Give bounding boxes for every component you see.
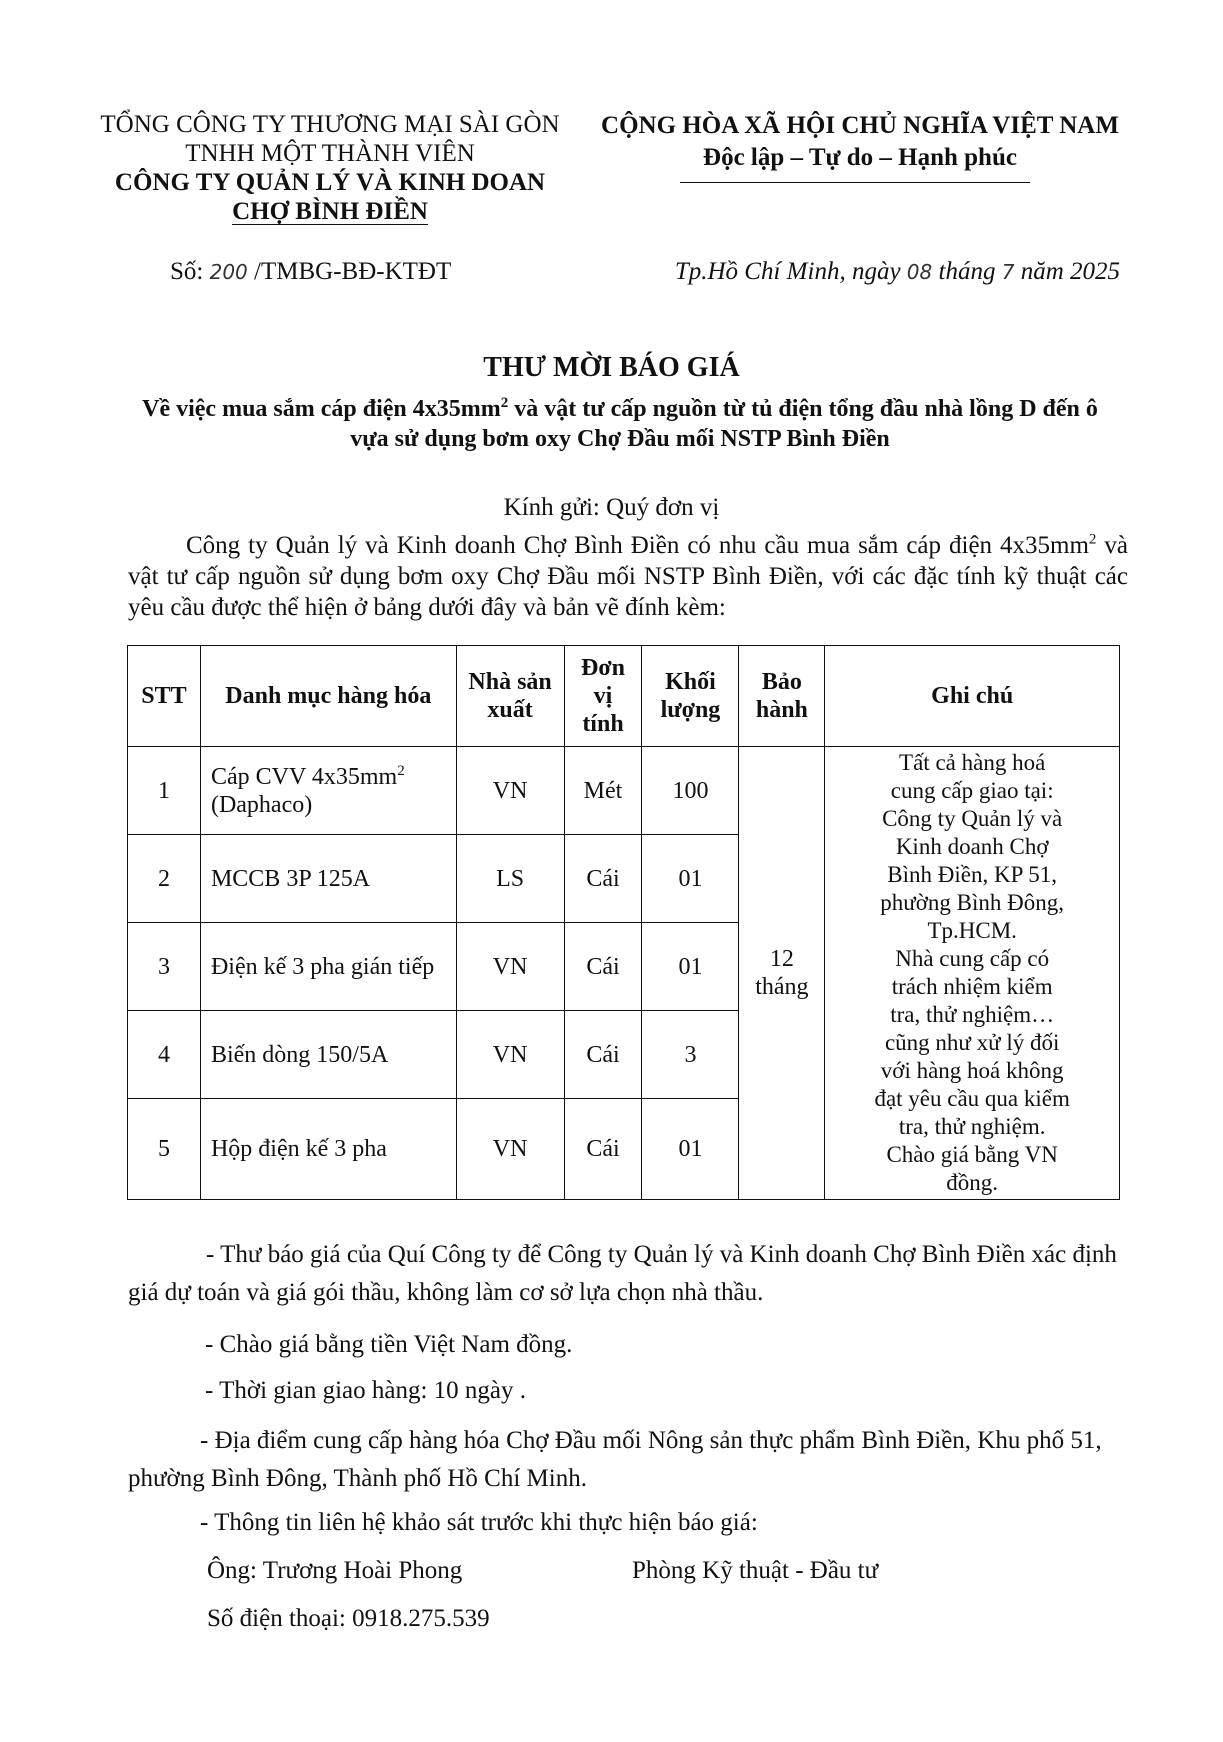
item-name-part-1: Cáp CVV 4x35mm [210, 763, 398, 790]
header-item: Danh mục hàng hóa [200, 646, 456, 747]
national-title: CỘNG HÒA XÃ HỘI CHỦ NGHĨA VIỆT NAM [601, 112, 1119, 139]
document-date [620, 258, 1120, 286]
date-month-label: tháng [932, 258, 1002, 285]
note-line: đạt yêu cầu qua kiểm [874, 1086, 1070, 1111]
subtitle-part-2: và vật tư cấp nguồn từ tủ điện tổng đầu nhà lồng D đến ô vựa sử dụng bơm oxy Chợ Đầu mối NSTP Bình Điền [350, 396, 1098, 452]
header-warranty [739, 646, 825, 747]
cell-unit: Mét [564, 747, 642, 835]
header-note: Ghi chú [825, 646, 1120, 747]
note-line: Kinh doanh Chợ [895, 834, 1049, 859]
cell-item-name: Hộp điện kế 3 pha [200, 1099, 456, 1200]
issuer-line-4: CHỢ BÌNH ĐIỀN [232, 198, 428, 225]
note-line: Nhà cung cấp có [895, 946, 1050, 971]
cell-warranty [739, 747, 825, 1200]
issuer-line-2: TNHH MỘT THÀNH VIÊN [185, 140, 475, 167]
cell-item-name: Điện kế 3 pha gián tiếp [200, 923, 456, 1011]
issuer-line-3: CÔNG TY QUẢN LÝ VÀ KINH DOAN [114, 169, 546, 196]
header-warranty-line-1: Bảo [761, 669, 802, 695]
header-warranty-line-2: hành [755, 697, 808, 723]
doc-number-suffix: /TMBG-BĐ-KTĐT [247, 258, 452, 285]
header-stt: STT [128, 646, 201, 747]
intro-part-2: và vật tư cấp nguồn sử dụng bơm oxy Chợ Đầu mối NSTP Bình Điền, với các đặc tính kỹ thuật các yêu cầu được thể hiện ở bảng dưới đây và bản vẽ đính kèm: [128, 532, 1128, 621]
contact-department: Phòng Kỹ thuật - Đầu tư [632, 1557, 879, 1584]
cell-stt: 3 [128, 923, 201, 1011]
note-line: Tất cả hàng hoá [899, 750, 1046, 775]
intro-superscript: 2 [1088, 531, 1097, 548]
table-row [128, 747, 1120, 835]
doc-number-prefix: Số: [170, 258, 210, 285]
date-day: 08 [906, 260, 933, 284]
intro-paragraph [128, 530, 1128, 623]
cell-stt: 5 [128, 1099, 201, 1200]
cell-quantity: 01 [642, 835, 739, 923]
contact-phone: Số điện thoại: 0918.275.539 [207, 1605, 490, 1632]
subtitle-superscript: 2 [500, 395, 509, 411]
greeting: Kính gửi: Quý đơn vị [503, 494, 720, 521]
header-maker [456, 646, 564, 747]
cell-maker: VN [456, 923, 564, 1011]
header-unit-line-2: vị [593, 683, 613, 709]
note-line: phường Bình Đông, [880, 890, 1065, 915]
cell-unit: Cái [564, 1099, 642, 1200]
cell-quantity: 100 [642, 747, 739, 835]
warranty-value: 12 [769, 946, 794, 972]
note-line: tra, thử nghiệm. [898, 1114, 1046, 1139]
items-table [127, 645, 1120, 1200]
cell-quantity: 3 [642, 1011, 739, 1099]
document-number [170, 258, 451, 286]
cell-item-name [200, 747, 456, 835]
cell-unit: Cái [564, 923, 642, 1011]
note-line: tra, thử nghiệm… [890, 1002, 1055, 1027]
document-title: THƯ MỜI BÁO GIÁ [483, 352, 740, 383]
header-unit-line-3: tính [582, 711, 624, 737]
date-year: năm 2025 [1014, 258, 1120, 285]
cell-stt: 4 [128, 1011, 201, 1099]
header-unit [564, 646, 642, 747]
subtitle-part-1: Về việc mua sắm cáp điện 4x35mm [142, 396, 501, 422]
cell-item-name: MCCB 3P 125A [200, 835, 456, 923]
paragraph-purpose: - Thư báo giá của Quí Công ty để Công ty Quản lý và Kinh doanh Chợ Bình Điền xác định giá dự toán và giá gói thầu, không làm cơ sở lựa chọn nhà thầu. [128, 1241, 1117, 1306]
header-quantity [642, 646, 739, 747]
table-header-row [128, 646, 1120, 747]
date-month: 7 [1001, 260, 1015, 284]
note-line: với hàng hoá không [880, 1058, 1064, 1083]
note-line: Bình Điền, KP 51, [887, 862, 1058, 887]
contact-name: Ông: Trương Hoài Phong [207, 1557, 463, 1584]
header-unit-line-1: Đơn [581, 655, 625, 681]
date-prefix: Tp.Hồ Chí Minh, ngày [674, 258, 907, 285]
doc-number-handwritten: 200 [209, 260, 248, 284]
paragraph-delivery-location: - Địa điểm cung cấp hàng hóa Chợ Đầu mối Nông sản thực phẩm Bình Điền, Khu phố 51, phường Bình Đông, Thành phố Hồ Chí Minh. [128, 1427, 1102, 1492]
note-line: cung cấp giao tại: [890, 778, 1054, 803]
cell-maker: VN [456, 1099, 564, 1200]
header-qty-line-1: Khối [665, 669, 716, 695]
cell-stt: 1 [128, 747, 201, 835]
cell-maker: LS [456, 835, 564, 923]
cell-unit: Cái [564, 835, 642, 923]
cell-item-name: Biến dòng 150/5A [200, 1011, 456, 1099]
paragraph-delivery-time: - Thời gian giao hàng: 10 ngày . [205, 1377, 527, 1404]
national-motto: Độc lập – Tự do – Hạnh phúc [703, 144, 1017, 171]
cell-stt: 2 [128, 835, 201, 923]
cell-quantity: 01 [642, 923, 739, 1011]
note-line: đồng. [946, 1170, 999, 1195]
document-subtitle [120, 394, 1120, 454]
cell-note [825, 747, 1120, 1200]
header-maker-line-1: Nhà sản [468, 669, 552, 695]
item-name-superscript: 2 [397, 762, 405, 779]
motto-underline [680, 182, 1030, 183]
cell-unit: Cái [564, 1011, 642, 1099]
warranty-unit: tháng [755, 974, 809, 1000]
item-name-part-2: (Daphaco) [210, 791, 313, 818]
intro-part-1: Công ty Quản lý và Kinh doanh Chợ Bình Điền có nhu cầu mua sắm cáp điện 4x35mm [186, 532, 1089, 559]
issuer-header [80, 110, 580, 226]
paragraph-currency: - Chào giá bằng tiền Việt Nam đồng. [205, 1331, 573, 1358]
national-header [580, 110, 1140, 174]
note-line: Chào giá bằng VN [886, 1142, 1058, 1167]
note-line: Tp.HCM. [927, 918, 1017, 943]
cell-maker: VN [456, 747, 564, 835]
cell-maker: VN [456, 1011, 564, 1099]
note-line: Công ty Quản lý và [882, 806, 1063, 831]
header-qty-line-2: lượng [660, 697, 721, 723]
paragraph-contact-intro: - Thông tin liên hệ khảo sát trước khi thực hiện báo giá: [200, 1509, 758, 1536]
cell-quantity: 01 [642, 1099, 739, 1200]
issuer-line-1: TỔNG CÔNG TY THƯƠNG MẠI SÀI GÒN [100, 111, 560, 138]
note-line: trách nhiệm kiểm [891, 974, 1053, 999]
note-line: cũng như xử lý đối [884, 1030, 1060, 1055]
header-maker-line-2: xuất [487, 697, 533, 723]
